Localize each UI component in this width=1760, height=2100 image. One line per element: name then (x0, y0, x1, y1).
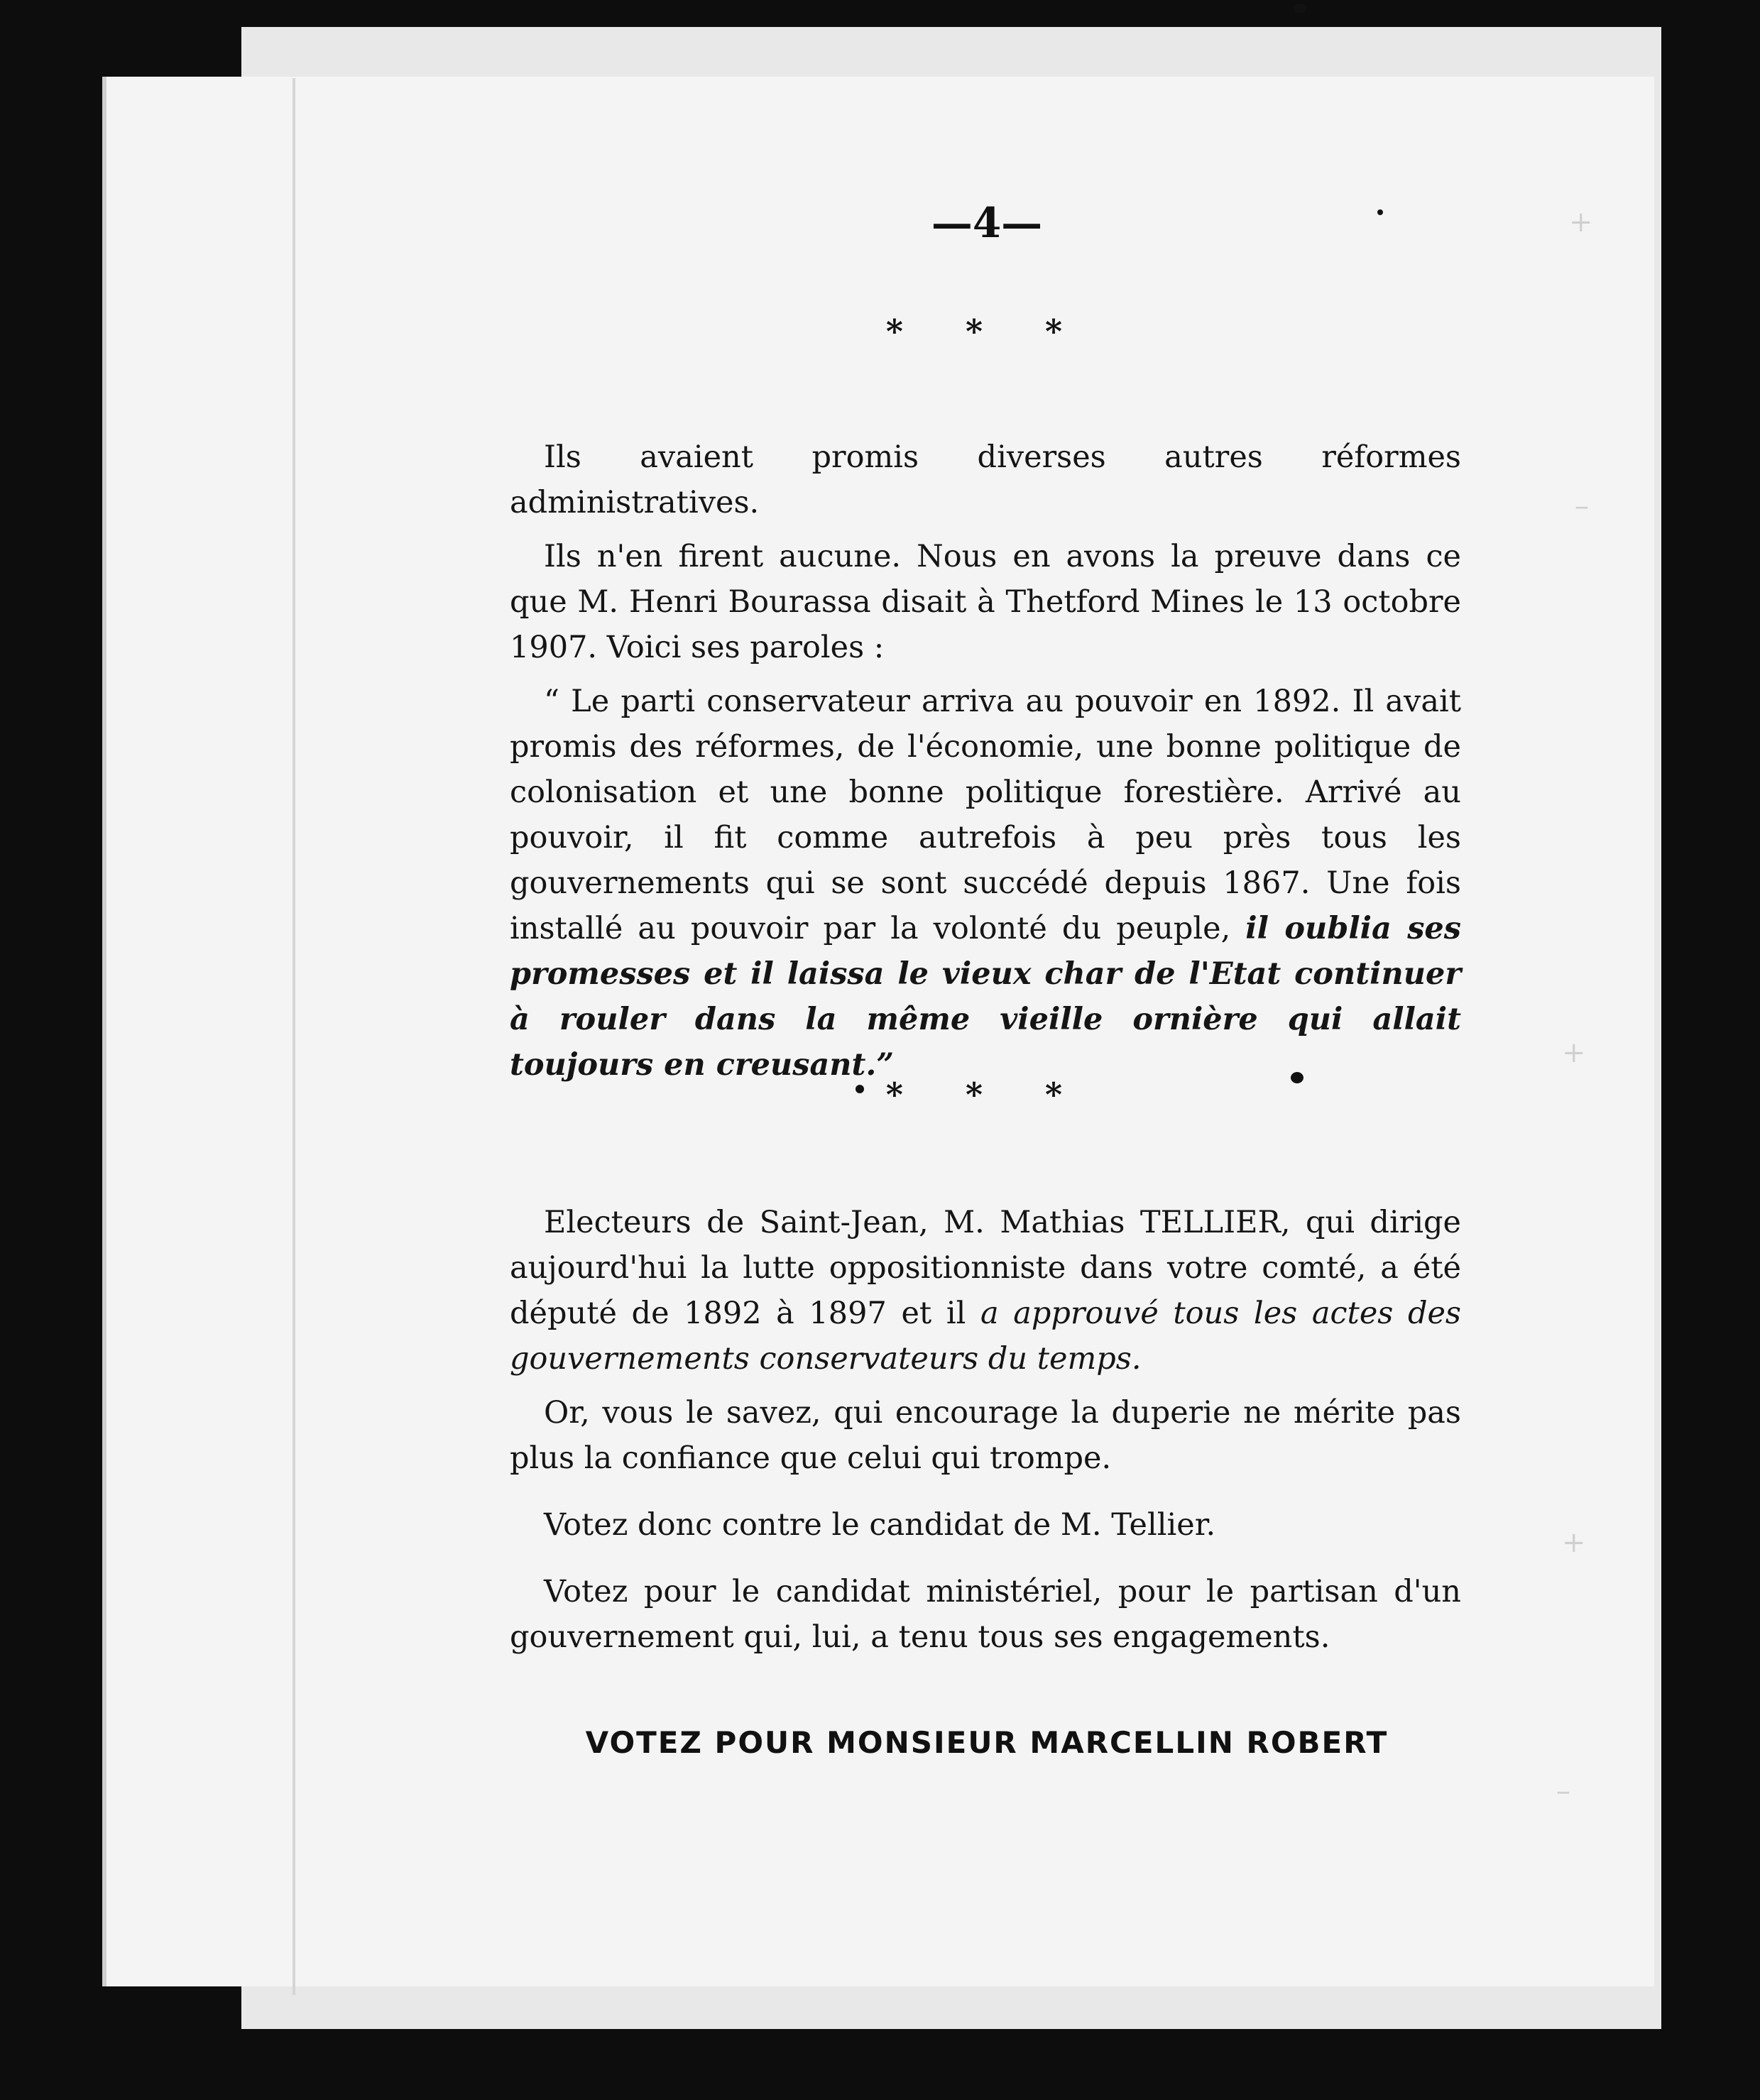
separator-middle: * * * (885, 1076, 1088, 1114)
paragraph-electors (510, 1200, 1461, 1382)
paragraph-vote-for: Votez pour le candidat ministériel, pour le partisan d'un gouvernement qui, lui, a tenu tous ses engagements. (510, 1574, 1461, 1655)
electors-italic-text: a approuvé tous les actes des gouvernements conservateurs du temps. (510, 1296, 1461, 1377)
paragraph-duperie: Or, vous le savez, qui encourage la duperie ne mérite pas plus la confiance que celui qui trompe. (510, 1395, 1461, 1476)
margin-mark: + (1569, 206, 1593, 239)
quote-text: “ Le parti conservateur arriva au pouvoir en 1892. Il avait promis des réformes, de l'économie, une bonne politique de colonisation et une bonne politique forestière. Arrivé au pouvoir, il fit comme autrefois à peu près tous les gouvernements qui se sont succédé depuis 1867. Une fois installé au pouvoir par la volonté du peuple, (510, 684, 1461, 946)
page-number: —4— (931, 199, 1043, 247)
margin-mark: + (1562, 1037, 1586, 1069)
paragraph-vote-against: Votez donc contre le candidat de M. Tellier. (544, 1507, 1216, 1543)
electors-text: Electeurs de Saint-Jean, M. Mathias TELLIER, qui dirige aujourd'hui la lutte oppositionniste dans votre comté, a été député de 1892 à 1897 et il (510, 1205, 1461, 1331)
paragraph-quote (510, 679, 1461, 1088)
quote-italic-text: il oublia ses promesses et il laissa le vieux char de l'Etat continuer à rouler dans la même vieille ornière qui allait toujours en creusant.” (510, 911, 1461, 1083)
margin-mark: + (1562, 1526, 1586, 1559)
paragraph-evidence: Ils n'en firent aucune. Nous en avons la preuve dans ce que M. Henri Bourassa disait à Thetford Mines le 13 octobre 1907. Voici ses paroles : (510, 539, 1461, 665)
ink-speck (856, 1085, 864, 1093)
ink-speck (1294, 4, 1306, 13)
ink-speck (1377, 209, 1383, 215)
paragraph-reforms: Ils avaient promis diverses autres réformes administratives. (510, 439, 1461, 520)
section-voters (510, 1200, 1461, 1660)
margin-mark: – (1556, 1775, 1570, 1808)
margin-mark: – (1575, 490, 1589, 523)
closing-headline: VOTEZ POUR MONSIEUR MARCELLIN ROBERT (585, 1725, 1389, 1760)
separator-top: * * * (885, 312, 1088, 351)
section-reforms (510, 434, 1461, 1088)
ink-speck (1291, 1072, 1303, 1083)
